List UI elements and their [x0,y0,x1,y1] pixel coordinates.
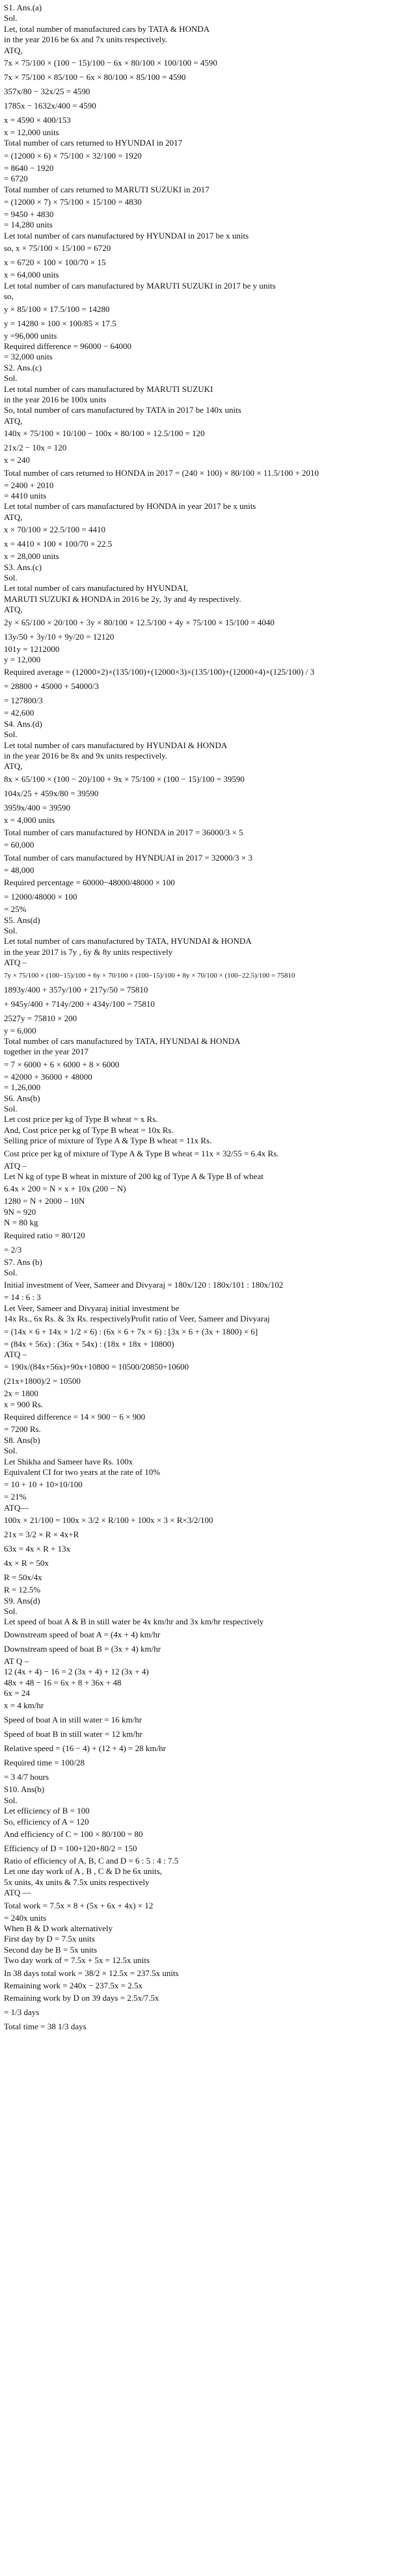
solution-line: y = 6,000 [4,1025,36,1035]
solution-line: = 8640 − 1920 [4,163,54,173]
solution-line: = 21% [4,1492,27,1502]
solution-line: Total number of cars manufactured by TATA, HYUNDAI & HONDA [4,1035,241,1046]
solution-line: ATQ – [4,1349,27,1360]
solution-line: 6x = 24 [4,1687,30,1698]
solution-line: = 1/3 days [4,2007,40,2018]
solution-line: 2x = 1800 [4,1388,38,1399]
solution-line: Remaining work = 240x − 237.5x = 2.5x [4,1980,143,1990]
solution-line: Required average = (12000×2)×(135/100)+(12000×3)×(135/100)+(12000×4)×(125/100) / 3 [4,667,315,677]
solution-block [4,1435,400,1596]
solution-line: Selling price of mixture of Type A & Type B wheat = 11x Rs. [4,1136,212,1146]
solution-line: x = 28,000 units [4,551,59,562]
solution-line: N = 80 kg [4,1217,38,1228]
solution-line: = (12000 × 6) × 75/100 × 32/100 = 1920 [4,150,142,161]
solution-line: so, [4,291,14,302]
solution-line: Relative speed = (16 − 4) + (12 + 4) = 28 km/hr [4,1743,166,1754]
solution-line: Required ratio = 80/120 [4,1230,85,1240]
solution-line: Let Veer, Sameer and Divyaraj initial investment be [4,1303,180,1313]
solution-line: y × 85/100 × 17.5/100 = 14280 [4,304,110,314]
solution-line: ATQ, [4,512,23,522]
solution-line: 1785x − 1632x/400 = 4590 [4,101,96,111]
solution-line: x = 4 km/hr [4,1700,44,1711]
solution-line: So, total number of cars manufactured by TATA in 2017 be 140x units [4,405,241,415]
solution-answer-heading: S6. Ans(b) [4,1093,40,1103]
solution-line: Sol. [4,1103,18,1113]
solution-line: ATQ – [4,1160,27,1171]
solution-line: in the year 2016 be 6x and 7x units respectively. [4,34,168,45]
solution-line: Let efficiency of B = 100 [4,1806,90,1816]
solution-line: ATQ, [4,605,23,615]
solution-line: = 240x units [4,1912,47,1923]
solution-line: = (12000 × 7) × 75/100 × 15/100 = 4830 [4,197,142,207]
solution-line: When B & D work alternatively [4,1923,113,1934]
solution-line: Ratio of efficiency of A, B, C and D = 6 : 5 : 4 : 7.5 [4,1856,179,1866]
solution-line: Let Shikha and Sameer have Rs. 100x [4,1456,133,1466]
solution-line: Let total number of cars manufactured by HYUNDAI & HONDA [4,740,228,750]
solution-line: Required time = 100/28 [4,1758,85,1768]
solution-line: + 945y/400 + 714y/200 + 434y/100 = 75810 [4,998,155,1009]
solution-line: = (14x × 6 + 14x × 1/2 × 6) : (6x × 6 + 7x × 6) : [3x × 6 + (3x + 1800) × 6] [4,1326,258,1336]
solution-line: so, x × 75/100 × 15/100 = 6720 [4,243,111,254]
solution-line: y = 12,000 [4,655,41,665]
solution-line: Sol. [4,1795,18,1805]
solution-line: Total number of cars manufactured by HYNDUAI in 2017 = 32000/3 × 3 [4,852,253,863]
solution-block [4,719,400,915]
solution-line: Sol. [4,13,18,23]
solution-line: = 32,000 units [4,352,53,362]
solution-line: x = 4590 × 400/153 [4,115,71,125]
solution-line: Let cost price per kg of Type B wheat = x Rs. [4,1114,158,1125]
solution-line: Let total number of cars manufactured by HYUNDAI, [4,583,189,593]
solution-line: 357x/80 − 32x/25 = 4590 [4,86,90,97]
solution-block [4,1596,400,1785]
solution-line: 1280 = N + 2000 – 10N [4,1196,85,1206]
solution-line: Efficiency of D = 100+120+80/2 = 150 [4,1843,137,1853]
solution-line: = 42000 + 36000 + 48000 [4,1071,92,1082]
solution-line: Required percentage = 60000−48000/48000 × 100 [4,878,175,888]
solution-block [4,1093,400,1257]
solution-line: 100x × 21/100 = 100x × 3/2 × R/100 + 100x × 3 × R×3/2/100 [4,1515,213,1526]
solution-line: Two day work of = 7.5x + 5x = 12.5x units [4,1955,150,1966]
solution-block [4,1784,400,2034]
solution-line: Second day be B = 5x units [4,1944,98,1955]
solution-line: ATQ, [4,415,23,426]
solution-line: 48x + 48 − 16 = 6x + 8 + 36x + 48 [4,1677,122,1687]
solution-line: And, Cost price per kg of Type B wheat = 10x Rs. [4,1125,174,1135]
solution-answer-heading: S5. Ans(d) [4,915,40,925]
solution-block [4,1257,400,1435]
solution-line: = 10 + 10 + 10×10/100 [4,1479,83,1490]
solution-line: First day by D = 7.5x units [4,1934,95,1944]
solution-line: Sol. [4,925,18,935]
solution-line: Downstream speed of boat A = (4x + 4) km/hr [4,1629,161,1639]
solution-line: 7x × 75/100 × (100 − 15)/100 − 6x × 80/100 × 100/100 = 4590 [4,58,217,68]
solution-line: x = 12,000 units [4,127,59,138]
solution-line: Total number of cars returned to HYUNDAI in 2017 [4,138,183,148]
solution-line: (21x+1800)/2 = 10500 [4,1376,81,1386]
solution-line: = 25% [4,904,27,915]
solution-line: in the year 2016 be 8x and 9x units respectively. [4,751,168,761]
solution-line: x = 6720 × 100 × 100/70 × 15 [4,257,106,268]
solution-line: Let total number of cars manufactured by HONDA in year 2017 be x units [4,501,256,512]
solution-answer-heading: S3. Ans.(c) [4,562,42,572]
solution-line: x = 4410 × 100 × 100/70 × 22.5 [4,539,113,549]
solution-line: Remaining work by D on 39 days = 2.5x/7.5x [4,1993,159,2003]
solution-line: In 38 days total work = 38/2 × 12.5x = 237.5x units [4,1968,179,1978]
solution-line: 1893y/400 + 357y/100 + 217y/50 = 75810 [4,984,148,995]
solution-line: Sol. [4,729,18,740]
solution-line: MARUTI SUZUKI & HONDA in 2016 be 2y, 3y and 4y respectively. [4,593,241,604]
solution-line: Sol. [4,573,18,582]
solution-line: 21x = 3/2 × R × 4x+R [4,1529,79,1540]
solution-line: Total number of cars manufactured by HONDA in 2017 = 36000/3 × 5 [4,827,243,838]
solution-line: 63x = 4x × R + 13x [4,1544,71,1554]
solution-line: = 14 : 6 : 3 [4,1292,41,1303]
solution-line: Sol. [4,1268,18,1278]
solution-line: ATQ — [4,1888,31,1898]
solution-line: = 3 4/7 hours [4,1772,49,1782]
solution-answer-heading: S10. Ans(b) [4,1784,45,1795]
solution-line: x = 240 [4,455,30,465]
solution-line: y = 14280 × 100 × 100/85 × 17.5 [4,318,116,328]
solution-line: 101y = 1212000 [4,644,60,654]
solution-line: Let one day work of A , B , C & D be 6x units, [4,1866,163,1877]
solution-line: Let total number of cars manufactured by TATA, HYUNDAI & HONDA [4,936,252,946]
solution-line: 9N = 920 [4,1206,36,1217]
solution-line: x = 64,000 units [4,270,59,280]
solution-line: 7y × 75/100 × (100−15)/100 + 6y × 70/100 × (100−15)/100 + 8y × 70/100 × (100−22.5)/100 = 75810 [4,971,295,980]
solution-line: 6.4x × 200 = N × x + 10x (200 − N) [4,1184,126,1194]
solution-line: Speed of boat B in still water = 12 km/hr [4,1729,142,1739]
solution-line: Downstream speed of boat B = (3x + 4) km/hr [4,1643,161,1654]
solution-line: 21x/2 − 10x = 120 [4,443,67,453]
solution-line: Let N kg of type B wheat in mixture of 200 kg of Type A & Type B of wheat [4,1171,263,1181]
solution-line: AT Q – [4,1656,29,1666]
solution-answer-heading: S7. Ans (b) [4,1256,42,1267]
solution-line: x = 4,000 units [4,814,55,825]
solution-answer-heading: S1. Ans.(a) [4,3,42,12]
solution-line: Let total number of cars manufactured by MARUTI SUZUKI [4,384,213,394]
solution-block [4,363,400,562]
solution-line: Total number of cars returned to MARUTI SUZUKI in 2017 [4,184,209,194]
solution-line: = 7 × 6000 + 6 × 6000 + 8 × 6000 [4,1059,120,1069]
solution-line: Let total number of cars manufactured by HYUNDAI in 2017 be x units [4,230,249,241]
solution-line: 2527y = 75810 × 200 [4,1013,77,1023]
solution-line: 8x × 65/100 × (100 − 20)/100 + 9x × 75/100 × (100 − 15)/100 = 39590 [4,774,245,784]
solution-line: ATQ, [4,45,23,55]
solution-line: Let speed of boat A & B in still water be 4x km/hr and 3x km/hr respectively [4,1617,264,1627]
solution-line: 104x/25 + 459x/80 = 39590 [4,788,99,798]
solution-line: ATQ – [4,957,27,968]
solution-answer-heading: S8. Ans(b) [4,1435,40,1445]
solution-line: ATQ— [4,1502,29,1513]
solution-line: 13y/50 + 3y/10 + 9y/20 = 12120 [4,631,114,642]
solution-block [4,562,400,719]
solution-line: Speed of boat A in still water = 16 km/hr [4,1715,142,1725]
solution-line: So, efficiency of A = 120 [4,1816,89,1827]
solution-line: = 42,600 [4,708,34,718]
solution-line: Let, total number of manufactured cars by TATA & HONDA [4,23,210,34]
solution-line: in the year 2016 be 100x units [4,394,107,404]
solution-line: 5x units, 4x units & 7.5x units respectively [4,1877,150,1887]
solution-line: = 1,26,000 [4,1082,41,1093]
solution-line: = 7200 Rs. [4,1424,41,1435]
solution-line: 12 (4x + 4) − 16 = 2 (3x + 4) + 12 (3x + 4) [4,1667,149,1677]
solution-line: 140x × 75/100 × 10/100 − 100x × 80/100 × 12.5/100 = 120 [4,428,205,439]
solution-line: 3959x/400 = 39590 [4,802,70,813]
solution-line: = 48,000 [4,865,34,875]
solution-line: x × 70/100 × 22.5/100 = 4410 [4,525,105,535]
solution-line: = 4410 units [4,490,47,501]
solution-line: R = 12.5% [4,1585,41,1595]
solution-line: x = 900 Rs. [4,1399,44,1409]
solution-line: Total number of cars returned to HONDA in 2017 = (240 × 100) × 80/100 × 11.5/100 + 2010 [4,467,319,478]
solution-line: Sol. [4,1446,18,1456]
solution-answer-heading: S4. Ans.(d) [4,718,42,729]
solution-line: = 2/3 [4,1244,22,1255]
solution-line: 4x × R = 50x [4,1558,49,1568]
solution-line: 14x Rs., 6x Rs. & 3x Rs. respectivelyProfit ratio of Veer, Sameer and Divyaraj [4,1314,270,1324]
solution-line: = 28800 + 45000 + 54000/3 [4,681,99,692]
solution-line: Sol. [4,373,18,384]
solution-line: 2y × 65/100 × 20/100 + 3y × 80/100 × 12.5/100 + 4y × 75/100 × 15/100 = 4040 [4,617,275,627]
solution-line: together in the year 2017 [4,1047,88,1057]
solution-line: And efficiency of C = 100 × 80/100 = 80 [4,1829,143,1839]
solution-line: Initial investment of Veer, Sameer and Divyaraj = 180x/120 : 180x/101 : 180x/102 [4,1280,284,1290]
solution-line: y =96,000 units [4,330,57,341]
solution-line: = 9450 + 4830 [4,209,54,220]
solution-line: = 6720 [4,174,28,184]
solution-line: 7x × 75/100 × 85/100 − 6x × 80/100 × 85/100 = 4590 [4,72,186,83]
solution-line: = 2400 + 2010 [4,480,54,490]
solution-line: in the year 2017 is 7y , 6y & 8y units respectively [4,946,173,957]
solution-answer-heading: S2. Ans.(c) [4,362,42,372]
solution-answer-heading: S9. Ans(d) [4,1595,40,1606]
solution-line: Required difference = 96000 − 64000 [4,341,132,351]
solution-line: = 12000/48000 × 100 [4,892,77,902]
solution-line: Required difference = 14 × 900 − 6 × 900 [4,1412,146,1422]
solution-line: = (84x + 56x) : (36x + 54x) : (18x + 18x + 10800) [4,1338,174,1349]
solution-line: Cost price per kg of mixture of Type A & Type B wheat = 11x × 32/55 = 6.4x Rs. [4,1148,279,1158]
solution-block [4,3,400,363]
solution-line: Equivalent CI for two years at the rate of 10% [4,1466,161,1477]
solution-line: = 190x/(84x+56x)+90x+10800 = 10500/20850+10600 [4,1362,189,1372]
solution-line: Let total number of cars manufactured by MARUTI SUZUKI in 2017 be y units [4,280,276,291]
solution-line: = 14,280 units [4,220,53,230]
solution-line: = 127800/3 [4,696,43,706]
solution-line: ATQ, [4,761,23,772]
solution-line: = 60,000 [4,840,34,850]
solution-line: Sol. [4,1606,18,1616]
solution-line: R = 50x/4x [4,1572,42,1583]
solution-line: Total work = 7.5x × 8 + (5x + 6x + 4x) × 12 [4,1900,154,1910]
solution-block [4,915,400,1093]
solution-line: Total time = 38 1/3 days [4,2022,87,2032]
